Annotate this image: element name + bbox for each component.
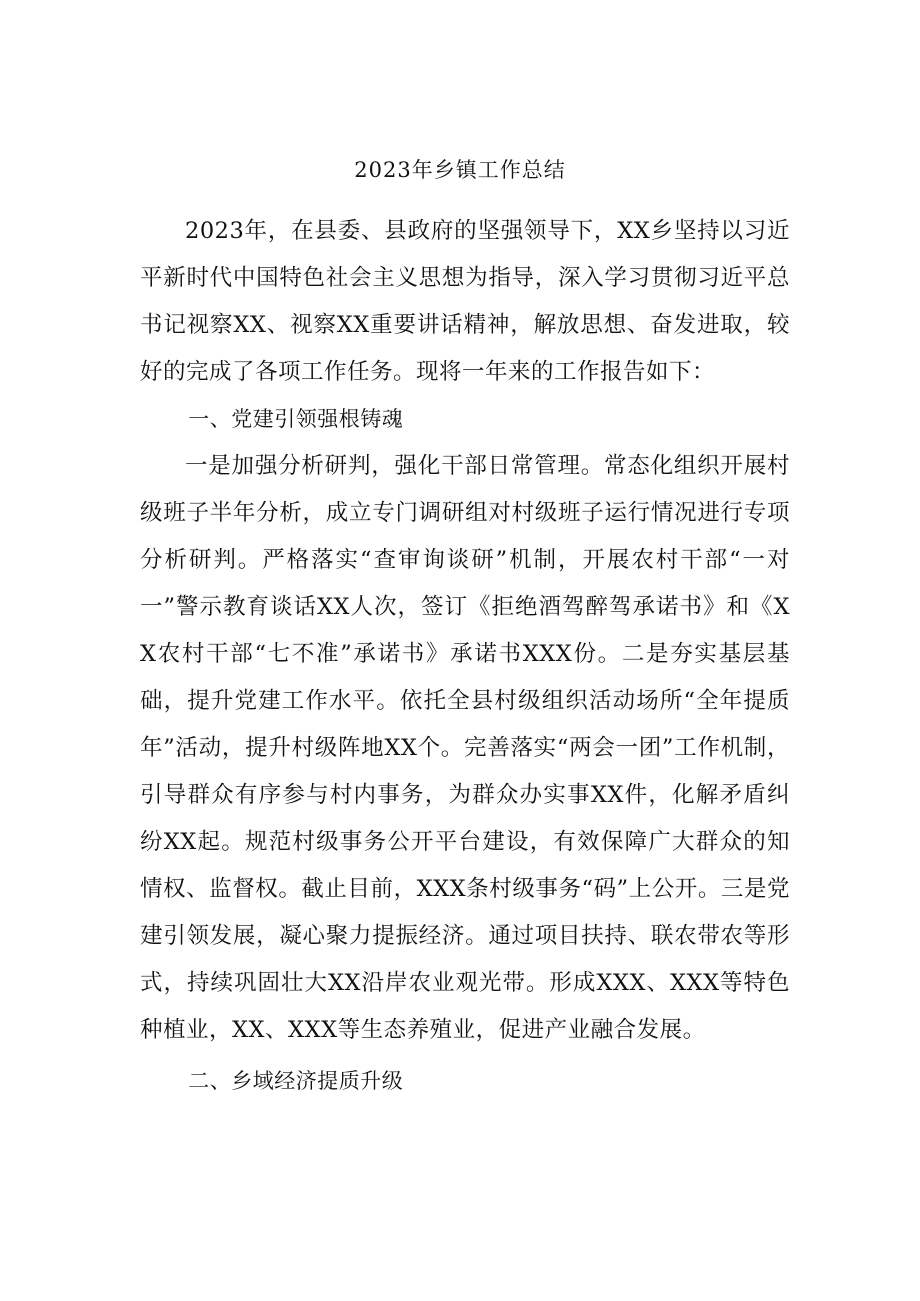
section-1-paragraph: 一是加强分析研判，强化干部日常管理。常态化组织开展村级班子半年分析，成立专门调研组对村级班子运行情况进行专项分析研判。严格落实“查审询谈研”机制，开展农村干部“一对一”警示教育谈话XX人次，签订《拒绝酒驾醉驾承诺书》和《XX农村干部“七不准”承诺书》承诺书XXX份。二是夯实基层基础，提升党建工作水平。依托全县村级组织活动场所“全年提质年”活动，提升村级阵地XX个。完善落实“两会一团”工作机制，引导群众有序参与村内事务，为群众办实事XX件，化解矛盾纠纷XX起。规范村级事务公开平台建设，有效保障广大群众的知情权、监督权。截止目前，XXX条村级事务“码”上公开。三是党建引领发展，凝心聚力提振经济。通过项目扶持、联农带农等形式，持续巩固壮大XX沿岸农业观光带。形成XXX、XXX等特色种植业，XX、XXX等生态养殖业，促进产业融合发展。 [140, 453, 790, 1043]
section-heading-2: 二、乡域经济提质升级 [188, 1069, 404, 1093]
section-heading-1: 一、党建引领强根铸魂 [188, 407, 404, 431]
intro-paragraph: 2023年，在县委、县政府的坚强领导下，XX乡坚持以习近平新时代中国特色社会主义思想为指导，深入学习贯彻习近平总书记视察XX、视察XX重要讲话精神，解放思想、奋发进取，较好的完成了各项工作任务。现将一年来的工作报告如下： [140, 218, 790, 385]
document-body [140, 208, 790, 1105]
document-title: 2023年乡镇工作总结 [354, 158, 566, 182]
